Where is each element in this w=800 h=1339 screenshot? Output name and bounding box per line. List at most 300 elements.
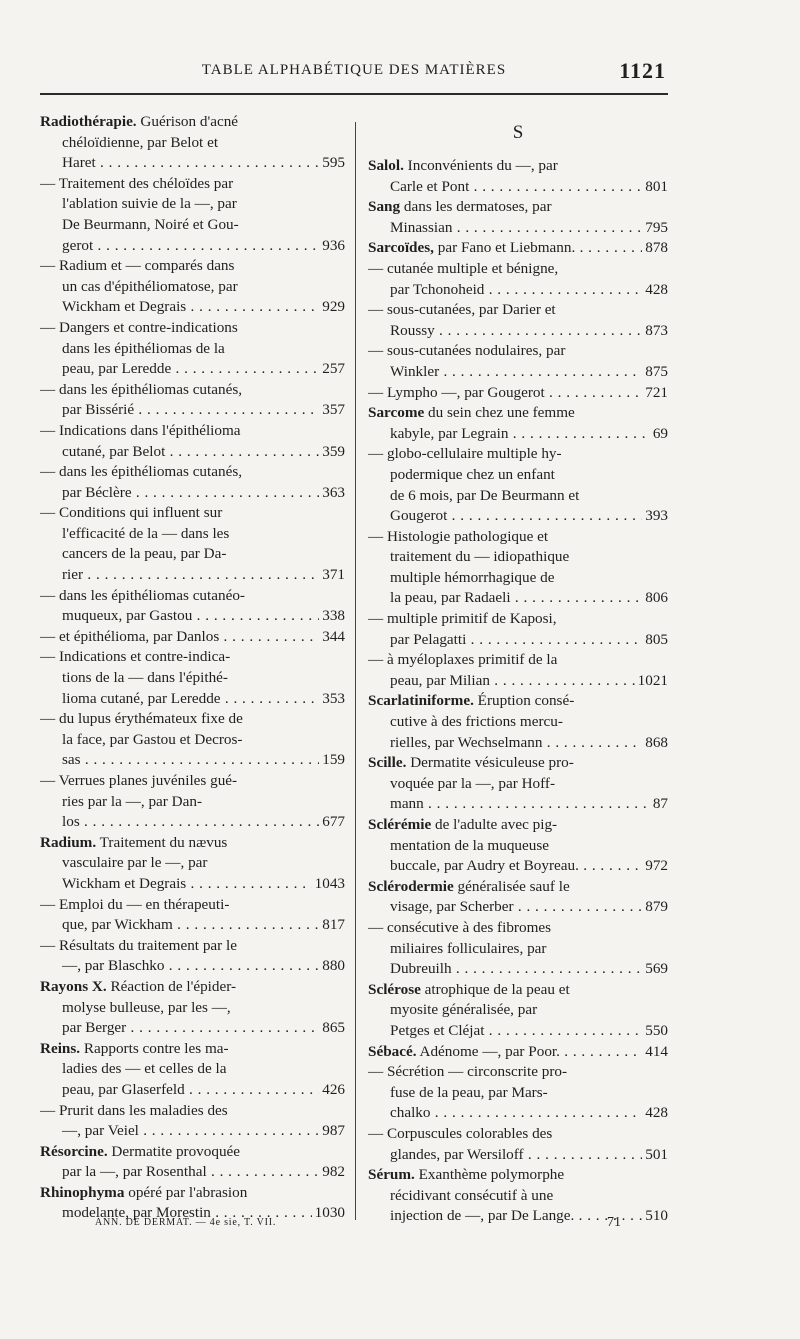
entry-heading: Salol.	[368, 157, 404, 174]
entry-line	[40, 215, 345, 236]
page-reference: 353	[319, 689, 345, 710]
entry-line	[368, 403, 668, 424]
entry-text: rier . . .	[62, 566, 345, 583]
entry-line	[40, 1059, 345, 1080]
entry-text: généralisée sauf le	[453, 877, 570, 895]
entry-text: glandes, par Wersiloff . . .	[390, 1146, 668, 1163]
entry-line	[368, 918, 668, 939]
entry-line	[40, 1183, 345, 1204]
entry-text: modelante, par Morestin . . .	[62, 1204, 345, 1221]
entry-line	[368, 630, 668, 651]
entry-line	[368, 1083, 668, 1104]
index-entry	[368, 156, 668, 197]
page-reference: 344	[319, 627, 345, 648]
running-title: TABLE ALPHABÉTIQUE DES MATIÈRES	[201, 62, 507, 78]
entry-text: traitement du — idiopathique	[390, 548, 570, 566]
entry-line	[368, 506, 668, 527]
entry-line	[368, 156, 668, 177]
index-entry	[40, 1101, 345, 1142]
entry-line	[368, 197, 668, 218]
entry-text: dans les dermatoses, par	[400, 198, 552, 216]
entry-line	[368, 1062, 668, 1083]
page-reference: 501	[642, 1145, 668, 1166]
entry-text: — Traitement des chéloïdes par	[40, 174, 234, 192]
page-reference: 1030	[312, 1203, 345, 1224]
page-reference: 550	[642, 1021, 668, 1042]
entry-line	[40, 586, 345, 607]
page-reference: 972	[642, 856, 668, 877]
index-entry	[368, 197, 668, 238]
entry-line	[368, 259, 668, 280]
entry-line	[368, 733, 668, 754]
entry-line	[368, 1165, 668, 1186]
page-reference: 1021	[635, 671, 668, 692]
entry-heading: Sclérémie	[368, 816, 432, 833]
entry-text: un cas d'épithéliomatose, par	[62, 277, 238, 295]
entry-heading: Scille.	[368, 754, 407, 772]
entry-line	[368, 1124, 668, 1145]
entry-line	[40, 1101, 345, 1122]
entry-line	[368, 980, 668, 1001]
page-reference: 721	[642, 383, 668, 404]
entry-text: Guérison d'acné	[136, 113, 239, 130]
index-entry	[368, 980, 668, 1042]
page-reference: 880	[319, 956, 345, 977]
entry-line	[40, 174, 345, 195]
entry-line	[368, 238, 668, 259]
page-reference: 936	[319, 236, 345, 257]
index-entry	[368, 877, 668, 918]
entry-text: —, par Blaschko . . .	[62, 957, 345, 974]
entry-text: Gougerot . . .	[390, 507, 668, 524]
entry-line	[368, 650, 668, 671]
index-entry	[368, 1165, 668, 1227]
page-reference: 359	[319, 442, 345, 463]
entry-line	[40, 1018, 345, 1039]
entry-line	[40, 153, 345, 174]
page-reference: 875	[642, 362, 668, 383]
entry-text: mentation de la muqueuse	[390, 836, 550, 854]
entry-line	[368, 177, 668, 198]
entry-line	[40, 833, 345, 854]
entry-text: gerot . . .	[62, 237, 345, 254]
entry-heading: Résorcine.	[40, 1142, 108, 1160]
entry-line	[40, 400, 345, 421]
entry-line	[368, 444, 668, 465]
page-reference: 595	[319, 153, 345, 174]
index-entry	[368, 1062, 668, 1124]
entry-line	[368, 383, 668, 404]
index-entry	[40, 586, 345, 627]
index-entry	[368, 918, 668, 980]
entry-text: myosite généralisée, par	[390, 1001, 538, 1019]
page-reference: 393	[642, 506, 668, 527]
entry-line	[368, 1145, 668, 1166]
entry-text: Petges et Cléjat . . .	[390, 1022, 668, 1039]
entry-line	[40, 730, 345, 751]
entry-line	[40, 442, 345, 463]
entry-text: — Lympho —, par Gougerot . . .	[368, 384, 668, 401]
entry-line	[368, 897, 668, 918]
entry-text: De Beurmann, Noiré et Gou-	[62, 215, 239, 233]
entry-line	[368, 959, 668, 980]
entry-line	[368, 362, 668, 383]
entry-line	[40, 544, 345, 565]
entry-text: —, par Veiel . . .	[62, 1122, 345, 1139]
entry-text: Dermatite vésiculeuse pro-	[406, 754, 574, 772]
entry-text: peau, par Glaserfeld . . .	[62, 1081, 345, 1098]
entry-text: cutive à des frictions mercu-	[390, 713, 563, 731]
entry-text: vasculaire par le —, par	[62, 854, 208, 872]
entry-line	[40, 565, 345, 586]
index-entry	[40, 627, 345, 648]
index-entry	[368, 527, 668, 609]
page-reference: 159	[319, 750, 345, 771]
entry-text: — dans les épithéliomas cutanéo-	[40, 586, 245, 604]
index-entry	[40, 1039, 345, 1101]
page-reference: 87	[650, 794, 668, 815]
entry-text: par Pelagatti . . .	[390, 631, 668, 648]
entry-text: — cutanée multiple et bénigne,	[368, 259, 559, 277]
entry-line	[368, 424, 668, 445]
entry-line	[40, 297, 345, 318]
entry-line	[40, 1162, 345, 1183]
page-reference: 363	[319, 483, 345, 504]
entry-text: par Tchonoheid . . .	[390, 281, 668, 298]
entry-heading: Sarcoïdes,	[368, 239, 434, 257]
index-entry	[368, 650, 668, 691]
footer-sheet-number: 71	[607, 1215, 621, 1230]
entry-line	[368, 836, 668, 857]
entry-line	[40, 998, 345, 1019]
entry-line	[368, 1000, 668, 1021]
index-entry	[368, 238, 668, 259]
entry-line	[368, 465, 668, 486]
page-reference: 878	[642, 238, 668, 259]
page-header	[40, 58, 668, 88]
entry-text: — du lupus érythémateux fixe de	[40, 710, 243, 728]
entry-text: chalko . . .	[390, 1104, 668, 1121]
entry-line	[40, 792, 345, 813]
footer-signature: ANN. DE DERMAT. — 4e sie, T. VII.	[95, 1217, 277, 1228]
entry-line	[40, 1080, 345, 1101]
entry-text: — et épithélioma, par Danlos . . .	[40, 628, 345, 645]
entry-line	[368, 856, 668, 877]
entry-line	[368, 691, 668, 712]
entry-line	[40, 256, 345, 277]
entry-text: Réaction de l'épider-	[106, 977, 237, 995]
entry-line	[40, 462, 345, 483]
entry-line	[368, 300, 668, 321]
page-reference: 806	[642, 588, 668, 609]
entry-text: — Sécrétion — circonscrite pro-	[368, 1063, 568, 1081]
entry-text: Inconvénients du —, par	[403, 157, 558, 174]
entry-text: la face, par Gastou et Decros-	[62, 730, 243, 748]
entry-text: la peau, par Radaeli . . .	[390, 589, 668, 606]
entry-line	[40, 647, 345, 668]
index-column-left	[40, 112, 345, 1224]
entry-text: Dermatite provoquée	[107, 1142, 241, 1160]
entry-line	[40, 421, 345, 442]
entry-line	[368, 1103, 668, 1124]
entry-text: tions de la — dans l'épithé-	[62, 669, 228, 687]
entry-line	[40, 483, 345, 504]
page-reference: 426	[319, 1080, 345, 1101]
entry-text: atrophique de la peau et	[420, 980, 570, 998]
column-divider	[355, 122, 356, 1220]
entry-text: muqueux, par Gastou . . .	[62, 607, 345, 624]
entry-text: Traitement du nævus	[96, 833, 228, 851]
index-entry	[368, 815, 668, 877]
entry-line	[368, 527, 668, 548]
page-reference: 428	[642, 1103, 668, 1124]
index-entry	[40, 462, 345, 503]
index-entry	[40, 318, 345, 380]
entry-line	[40, 874, 345, 895]
entry-line	[40, 1142, 345, 1163]
entry-line	[40, 133, 345, 154]
entry-line	[368, 939, 668, 960]
page-reference: 569	[642, 959, 668, 980]
entry-line	[368, 671, 668, 692]
index-entry	[368, 1124, 668, 1165]
index-entry	[40, 174, 345, 256]
entry-text: que, par Wickham . . .	[62, 916, 345, 933]
entry-line	[368, 218, 668, 239]
index-entry	[40, 256, 345, 318]
entry-text: — Radium et — comparés dans	[40, 257, 235, 275]
index-entry	[40, 771, 345, 833]
index-entry	[368, 1042, 668, 1063]
entry-text: — dans les épithéliomas cutanés,	[40, 463, 243, 481]
entry-heading: Rhinophyma	[40, 1183, 125, 1201]
index-column-right	[368, 112, 668, 1227]
page-reference: 510	[642, 1206, 668, 1227]
entry-text: l'ablation suivie de la —, par	[62, 195, 237, 213]
entry-heading: Radium.	[40, 833, 97, 851]
entry-line	[40, 380, 345, 401]
entry-text: cutané, par Belot . . .	[62, 443, 345, 460]
page-reference: 69	[650, 424, 668, 445]
entry-text: rielles, par Wechselmann . . .	[390, 734, 668, 751]
index-entry	[40, 112, 345, 174]
entry-text: — Résultats du traitement par le	[40, 936, 237, 954]
entry-line	[368, 486, 668, 507]
entry-line	[40, 236, 345, 257]
entry-text: Exanthème polymorphe	[414, 1166, 565, 1184]
entry-heading: Sclérose	[368, 980, 421, 998]
entry-text: ladies des — et celles de la	[62, 1060, 227, 1078]
page-reference: 357	[319, 400, 345, 421]
entry-text: — dans les épithéliomas cutanés,	[40, 380, 243, 398]
page-reference: 868	[642, 733, 668, 754]
page-number: 1121	[619, 58, 666, 83]
index-entry	[40, 1142, 345, 1183]
header-rule	[40, 93, 668, 95]
entry-line	[368, 609, 668, 630]
entry-text: peau, par Leredde . . .	[62, 360, 345, 377]
entry-line	[40, 750, 345, 771]
index-entry	[40, 936, 345, 977]
entry-text: par Bissérié . . .	[62, 401, 345, 418]
entry-text: Carle et Pont . . .	[390, 178, 668, 195]
index-entry	[40, 709, 345, 771]
entry-text: los . . .	[62, 813, 345, 830]
entry-text: — multiple primitif de Kaposi,	[368, 610, 557, 628]
entry-heading: Reins.	[40, 1039, 81, 1057]
entry-line	[40, 606, 345, 627]
entry-text: peau, par Milian . . .	[390, 672, 668, 689]
index-entry	[368, 444, 668, 526]
entry-line	[40, 503, 345, 524]
page-reference: 257	[319, 359, 345, 380]
entry-text: par Béclère . . .	[62, 484, 345, 501]
entry-text: Winkler . . .	[390, 363, 668, 380]
entry-heading: Rayons X.	[40, 977, 107, 995]
entry-text: Rapports contre les ma-	[80, 1039, 229, 1057]
entry-line	[368, 1042, 668, 1063]
index-entry	[368, 753, 668, 815]
entry-line	[368, 1021, 668, 1042]
entry-text: — à myéloplaxes primitif de la	[368, 651, 558, 669]
entry-line	[40, 339, 345, 360]
entry-line	[40, 1121, 345, 1142]
index-entry	[368, 341, 668, 382]
index-entry	[368, 300, 668, 341]
entry-text: — Indications dans l'épithélioma	[40, 421, 241, 439]
entry-text: l'efficacité de la — dans les	[62, 524, 230, 542]
entry-text: récidivant consécutif à une	[390, 1186, 554, 1204]
entry-heading: Sang	[368, 198, 401, 216]
page-reference: 805	[642, 630, 668, 651]
entry-text: multiple hémorrhagique de	[390, 568, 555, 586]
entry-text: injection de —, par De Lange. . . .	[390, 1207, 668, 1224]
page-reference: 865	[319, 1018, 345, 1039]
entry-line	[368, 1186, 668, 1207]
entry-heading: Sclérodermie	[368, 877, 454, 895]
entry-text: molyse bulleuse, par les —,	[62, 998, 231, 1016]
entry-line	[40, 689, 345, 710]
entry-line	[368, 1206, 668, 1227]
entry-text: Wickham et Degrais . . .	[62, 298, 345, 315]
entry-line	[40, 853, 345, 874]
entry-text: sas . . .	[62, 751, 345, 768]
entry-line	[368, 712, 668, 733]
entry-line	[368, 547, 668, 568]
page-reference: 801	[642, 177, 668, 198]
entry-heading: Sébacé.	[368, 1042, 417, 1060]
entry-heading: Sérum.	[368, 1166, 415, 1184]
entry-text: podermique chez un enfant	[390, 465, 555, 483]
page-reference: 817	[319, 915, 345, 936]
entry-text: — sous-cutanées, par Darier et	[368, 301, 556, 319]
entry-line	[40, 524, 345, 545]
entry-text: dans les épithéliomas de la	[62, 339, 225, 357]
entry-line	[368, 321, 668, 342]
entry-line	[368, 774, 668, 795]
entry-text: visage, par Scherber . . .	[390, 898, 668, 915]
index-entry	[368, 403, 668, 444]
entry-line	[368, 588, 668, 609]
page-reference: 929	[319, 297, 345, 318]
entry-line	[40, 895, 345, 916]
entry-text: Roussy . . .	[390, 322, 668, 339]
entry-line	[40, 112, 345, 133]
entry-text: — Histologie pathologique et	[368, 527, 549, 545]
entry-text: cancers de la peau, par Da-	[62, 545, 227, 563]
entry-text: — Verrues planes juvéniles gué-	[40, 772, 238, 789]
index-entry	[40, 647, 345, 709]
entry-text: du sein chez une femme	[424, 404, 575, 422]
page-reference: 677	[319, 812, 345, 833]
entry-line	[40, 194, 345, 215]
entry-line	[368, 568, 668, 589]
entry-line	[40, 936, 345, 957]
entry-text: voquée par la —, par Hoff-	[390, 774, 556, 792]
entry-text: lioma cutané, par Leredde . . .	[62, 690, 345, 707]
entry-heading: Radiothérapie.	[40, 113, 137, 130]
index-entry	[368, 383, 668, 404]
entry-text: de 6 mois, par De Beurmann et	[390, 486, 580, 504]
page-reference: 414	[642, 1042, 668, 1063]
page-reference: 987	[319, 1121, 345, 1142]
entry-text: — Corpuscules colorables des	[368, 1124, 553, 1142]
entry-line	[368, 794, 668, 815]
entry-text: — Emploi du — en thérapeuti-	[40, 895, 230, 913]
entry-text: — Indications et contre-indica-	[40, 648, 231, 666]
entry-line	[368, 280, 668, 301]
entry-text: fuse de la peau, par Mars-	[390, 1083, 548, 1101]
entry-text: — globo-cellulaire multiple hy-	[368, 445, 562, 463]
index-entry	[40, 380, 345, 421]
entry-line	[368, 877, 668, 898]
entry-text: — Conditions qui influent sur	[40, 504, 223, 522]
entry-text: par Fano et Liebmann. . . .	[434, 239, 668, 256]
entry-text: Dubreuilh . . .	[390, 960, 668, 977]
entry-line	[40, 318, 345, 339]
page-reference: 428	[642, 280, 668, 301]
entry-text: — sous-cutanées nodulaires, par	[368, 342, 566, 360]
entry-line	[40, 277, 345, 298]
entry-text: Wickham et Degrais . . .	[62, 875, 345, 892]
entry-text: — consécutive à des fibromes	[368, 918, 552, 936]
index-entry	[40, 833, 345, 895]
entry-text: Adénome —, par Poor. . . .	[417, 1043, 668, 1060]
entry-line	[40, 709, 345, 730]
entry-heading: Sarcome	[368, 404, 425, 422]
entry-line	[368, 753, 668, 774]
entry-line	[40, 359, 345, 380]
index-entry	[368, 259, 668, 300]
entry-heading: Scarlatiniforme.	[368, 692, 474, 710]
index-entry	[40, 895, 345, 936]
section-letter: S	[512, 122, 524, 143]
page-reference: 795	[642, 218, 668, 239]
index-entry	[40, 503, 345, 585]
entry-text: Éruption consé-	[473, 692, 575, 710]
page-reference: 879	[642, 897, 668, 918]
entry-line	[368, 341, 668, 362]
entry-text: ries par la —, par Dan-	[62, 792, 203, 810]
page-reference: 1043	[312, 874, 345, 895]
page-reference: 873	[642, 321, 668, 342]
entry-line	[40, 1039, 345, 1060]
page-reference: 338	[319, 606, 345, 627]
entry-line	[40, 956, 345, 977]
entry-text: chéloïdienne, par Belot et	[62, 133, 219, 151]
entry-line	[40, 977, 345, 998]
entry-text: kabyle, par Legrain . . .	[390, 425, 668, 442]
